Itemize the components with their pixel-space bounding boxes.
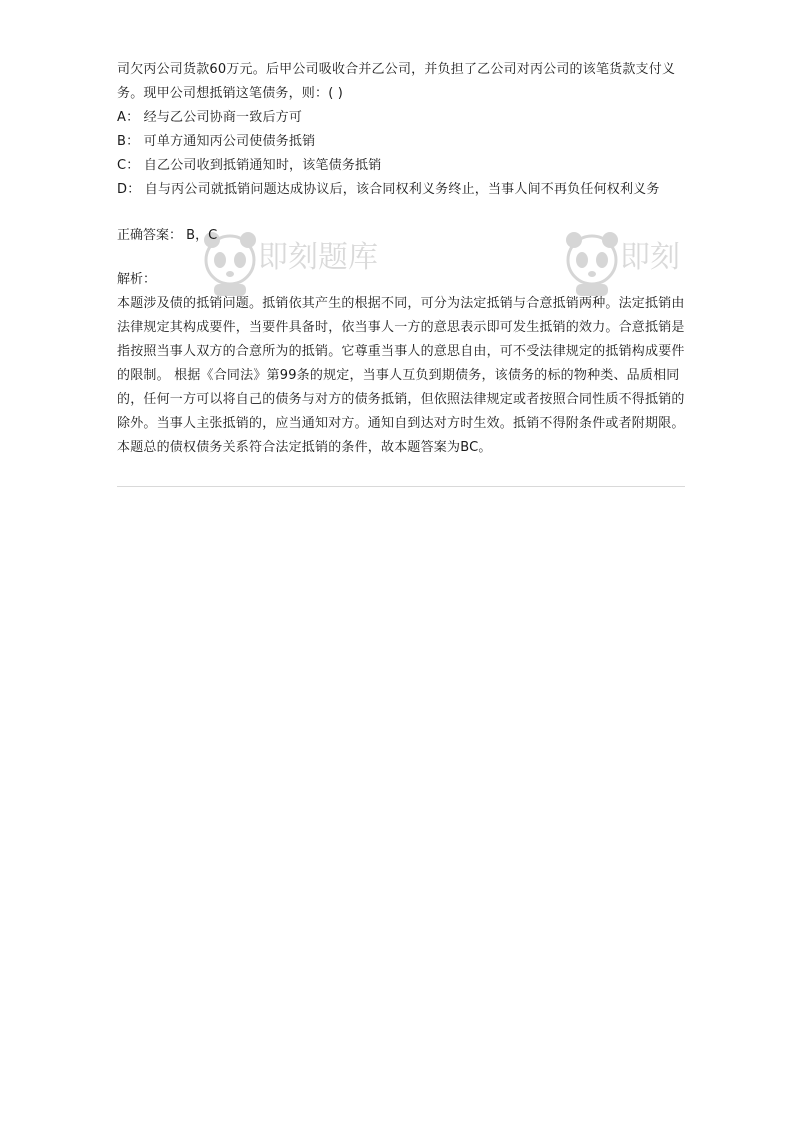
- answer-label: 正确答案：: [117, 228, 183, 243]
- question-content: [117, 58, 685, 460]
- option-text: 可单方通知丙公司使债务抵销: [143, 134, 316, 149]
- option-text: 自乙公司收到抵销通知时，该笔债务抵销: [143, 158, 382, 173]
- watermark-text: 即刻: [620, 240, 680, 275]
- analysis-body: 本题涉及债的抵销问题。抵销依其产生的根据不同，可分为法定抵销与合意抵销两种。法定抵销由法律规定其构成要件，当要件具备时，依当事人一方的意思表示即可发生抵销的效力。合意抵销是指按照当事人双方的合意所为的抵销。它尊重当事人的意思自由，可不受法律规定的抵销构成要件的限制。 根据《合同法》第99条的规定，当事人互负到期债务，该债务的标的物种类、品质相同的，任何一方可以将自己的债务与对方的债务抵销，但依照法律规定或者按照合同性质不得抵销的除外。当事人主张抵销的，应当通知对方。通知自到达对方时生效。抵销不得附条件或者附期限。本题总的债权债务关系符合法定抵销的条件，故本题答案为BC。: [117, 296, 685, 455]
- question-stem: 司欠丙公司货款60万元。后甲公司吸收合并乙公司，并负担了乙公司对丙公司的该笔货款支付义务。现甲公司想抵销这笔债务，则：( ): [117, 62, 676, 101]
- option-text: 经与乙公司协商一致后方可: [143, 110, 303, 125]
- correct-answer: [117, 224, 685, 248]
- option-letter: D：: [117, 182, 141, 197]
- option-a: [117, 106, 685, 130]
- option-letter: B：: [117, 134, 140, 149]
- option-b: [117, 130, 685, 154]
- analysis-label: 解析：: [117, 272, 157, 287]
- option-d: [117, 178, 685, 202]
- divider: [117, 486, 685, 487]
- option-letter: C：: [117, 158, 140, 173]
- answer-value: B，C: [186, 228, 218, 243]
- watermark-text: 即刻题库: [258, 240, 378, 275]
- option-c: [117, 154, 685, 178]
- option-letter: A：: [117, 110, 140, 125]
- option-text: 自与丙公司就抵销问题达成协议后，该合同权利义务终止，当事人间不再负任何权利义务: [144, 182, 660, 197]
